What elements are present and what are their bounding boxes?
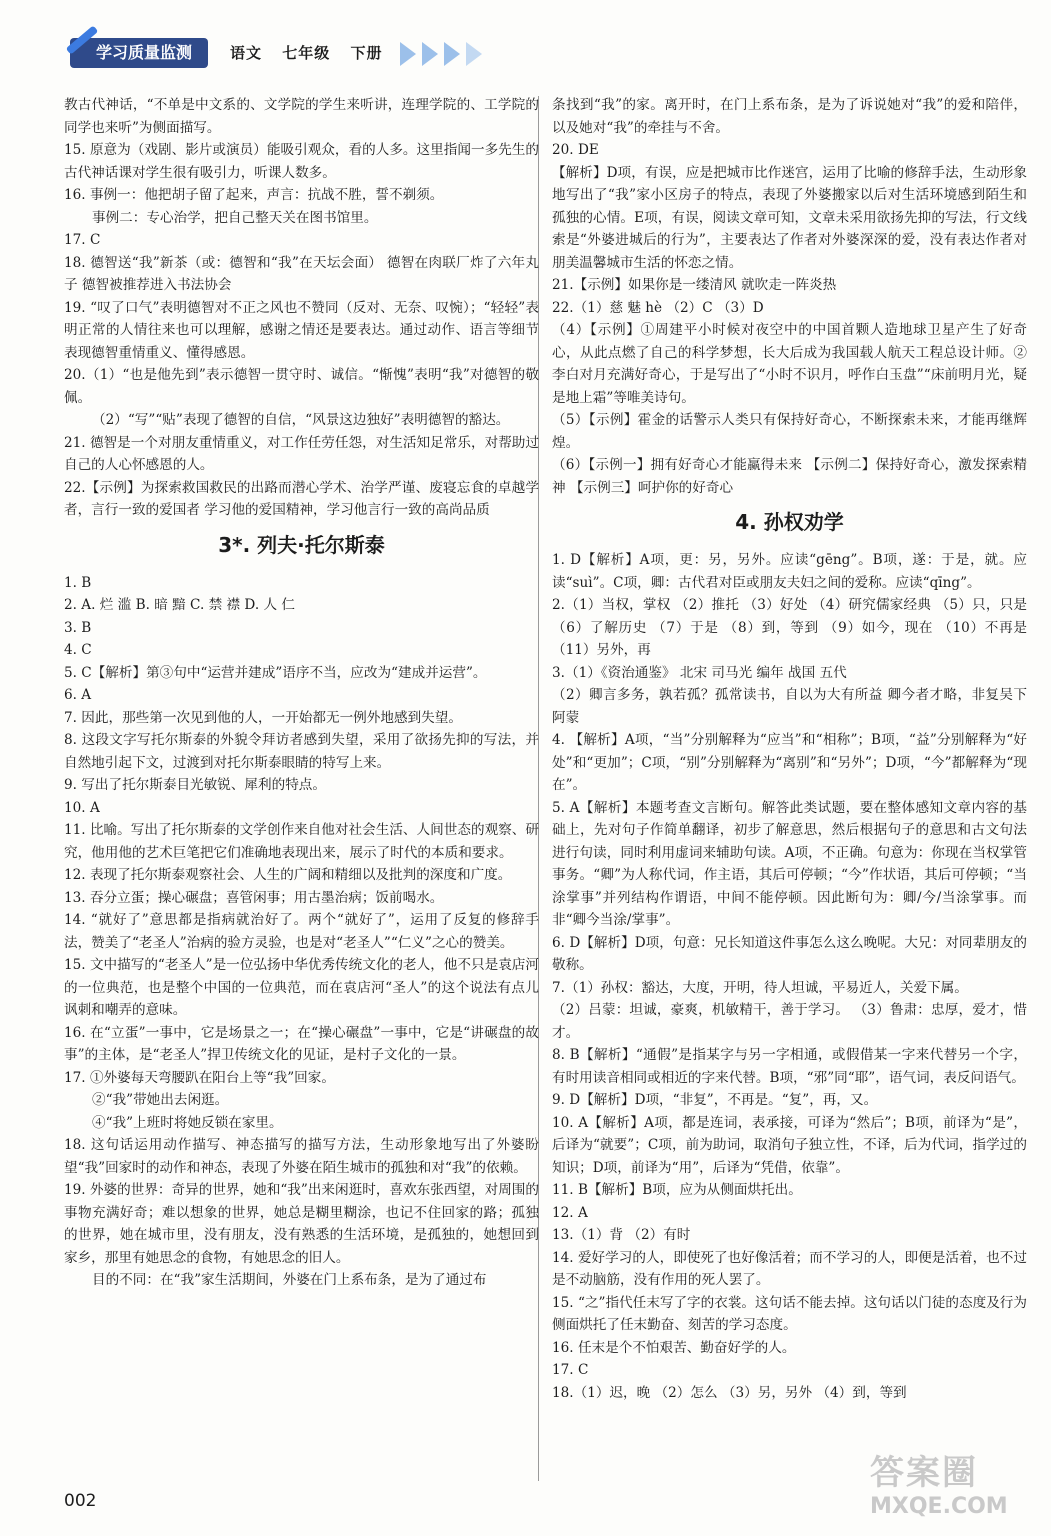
answer-line: 19. 外婆的世界：奇异的世界，她和“我”出来闲逛时，喜欢东张西望，对周围的事物充满好奇；难以想象的世界，她总是糊里糊涂，也记不住回家的路；孤独的世界，她在城市里，没有朋友，没有熟悉的生活环境，是孤独的，她想回到家乡，那里有她思念的食物，有她思念的旧人。 (64, 1182, 539, 1266)
answer-line: 3.（1）《资治通鉴》 北宋 司马光 编年 战国 五代 (552, 664, 847, 681)
answer-line: 12. A (552, 1204, 588, 1221)
answer-line: 16. 在“立蛋”一事中，它是场景之一；在“操心碾盘”一事中，它是“讲碾盘的故事”的主体，是“老圣人”捍卫传统文化的见证，是村子文化的一景。 (64, 1024, 539, 1063)
chevron-arrows-icon (400, 42, 500, 66)
answer-line: 事例二：专心治学，把自己整天关在图书馆里。 (92, 209, 378, 226)
answer-line: 7. 因此，那些第一次见到他的人，一开始都无一例外地感到失望。 (64, 709, 462, 726)
answer-line: 11. 比喻。写出了托尔斯泰的文学创作来自他对社会生活、人间世态的观察、研究，他用他的艺术巨笔把它们准确地表现出来，展示了时代的本质和要求。 (64, 822, 539, 861)
answers-block-2 (64, 94, 539, 522)
watermark-logo (870, 1445, 1030, 1523)
answer-line: 20.（1）“也是他先到”表示德智一贯守时、诚信。“惭愧”表明“我”对德智的敬佩。 (64, 367, 539, 406)
answer-line: 5. A【解析】本题考查文言断句。解答此类试题，要在整体感知文章内容的基础上，先对句子作简单翻译，初步了解意思，然后根据句子的意思和古文句法进行句读，同时利用虚词来辅助句读。A项，不正确。句意为：你现在当权掌管事务。“卿”为人称代词，作主语，其后可停顿；“今”作状语，其后可停顿；“当涂掌事”并列结构作谓语，中间不能停顿。因此断句为：卿/今/当涂掌事。而非“卿今当涂/掌事”。 (552, 799, 1027, 928)
answer-line: ④“我”上班时将她反锁在家里。 (92, 1114, 283, 1131)
answer-line: 15. 原意为（戏剧、影片或演员）能吸引观众，看的人多。这里指闻一多先生的古代神话课对学生很有吸引力，听课人数多。 (64, 142, 539, 181)
page-number: 002 (64, 1491, 97, 1511)
answer-line: 22.（1）慈 魅 hè （2）C （3）D (552, 299, 764, 316)
answer-line: 目的不同：在“我”家生活期间，外婆在门上系布条，是为了通过布 (92, 1272, 487, 1288)
answer-line: 10. A【解析】A项，都是连词，表承接，可译为“然后”；B项，前译为“是”，后译为“就要”；C项，前为助词，取消句子独立性，不译，后为代词，指学过的知识；D项，前译为“用”，后译为“凭借，依靠”。 (552, 1114, 1027, 1176)
answers-block-4 (552, 549, 1027, 1404)
watermark-url: MXQE.COM (870, 1494, 1008, 1519)
answer-line: 9. D【解析】D项，“非复”，不再是。“复”，再，又。 (552, 1092, 878, 1108)
answer-line: （4）【示例】①周建平小时候对夜空中的中国首颗人造地球卫星产生了好奇心，从此点燃了自己的科学梦想，长大后成为我国载人航天工程总设计师。②李白对月充满好奇心，于是写出了“小时不识月，呼作白玉盘”“床前明月光，疑是地上霜”等唯美诗句。 (552, 322, 1027, 406)
answer-line: 18.（1）迟，晚 （2）怎么 （3）另，另外 （4）到，等到 (552, 1384, 907, 1401)
answer-line: 2. A. 烂 滥 B. 暗 黯 C. 禁 襟 D. 人 仁 (64, 597, 295, 613)
watermark-title: 答案圈 (870, 1453, 978, 1493)
answer-line: 13. 吞分立蛋；操心碾盘；喜管闲事；用古墨治病；饭前喝水。 (64, 889, 444, 906)
answer-line: 4. 【解析】A项，“当”分别解释为“应当”和“相称”；B项，“益”分别解释为“好处”和“更加”；C项，“别”分别解释为“离别”和“另外”；D项，“今”都解释为“现在”。 (552, 732, 1027, 793)
answer-line: 13.（1）背 （2）有时 (552, 1227, 691, 1243)
answer-line: 6. D【解析】D项，句意：兄长知道这件事怎么这么晚呢。大兄：对同辈朋友的敬称。 (552, 934, 1027, 973)
answer-line: 17. C (552, 1362, 589, 1378)
answer-line: 16. 事例一：他把胡子留了起来，声言：抗战不胜，誓不剃须。 (64, 187, 444, 203)
answer-line: （5）【示例】霍金的话警示人类只有保持好奇心，不断探索未来，才能再继辉煌。 (552, 412, 1027, 451)
answer-line: 2.（1）当权，掌权 （2）推托 （3）好处 （4）研究儒家经典 （5）只，只是 （6）了解历史 （7）于是 （8）到，等到 （9）如今，现在 （10）不再是 （11）另外，再 (552, 597, 1027, 658)
page-header (70, 30, 490, 72)
left-column (64, 94, 539, 1292)
answers-block-3 (64, 572, 539, 1292)
answer-line: 1. B (64, 574, 92, 591)
answer-line: 16. 任末是个不怕艰苦、勤奋好学的人。 (552, 1339, 796, 1356)
answer-line: 21.【示例】如果你是一缕清风 就吹走一阵炎热 (552, 277, 837, 293)
answer-line: 20. DE (552, 142, 599, 158)
answer-line: 7.（1）孙权：豁达，大度，开明，待人坦诚，平易近人，关爱下属。 (552, 979, 968, 996)
answer-line: 14. “就好了”意思都是指病就治好了。两个“就好了”，运用了反复的修辞手法，赞美了“老圣人”治病的验方灵验，也是对“老圣人”“仁义”之心的赞美。 (64, 912, 539, 951)
answer-line: 12. 表现了托尔斯泰观察社会、人生的广阔和精细以及批判的深度和广度。 (64, 867, 512, 883)
answer-line: 6. A (64, 687, 92, 703)
answer-line: 19. “叹了口气”表明德智对不正之风也不赞同（反对、无奈、叹惋）；“轻轻”表明正常的人情往来也可以理解，感谢之情还是要表达。通过动作、语言等细节表现德智重情重义、懂得感恩。 (64, 299, 539, 361)
subject-info (230, 38, 397, 68)
answer-line: 8. B【解析】“通假”是指某字与另一字相通，或假借某一字来代替另一个字，有时用读音相同或相近的字来代替。B项，“邪”同“耶”，语气词，表反问语气。 (552, 1047, 1027, 1086)
answer-line: 14. 爱好学习的人，即使死了也好像活着；而不学习的人，即便是活着，也不过是不动脑筋，没有作用的死人罢了。 (552, 1249, 1027, 1288)
answer-line: 17. ①外婆每天弯腰趴在阳台上等“我”回家。 (64, 1069, 335, 1086)
answer-line: （2）卿言多务，孰若孤？孤常读书，自以为大有所益 卿今者才略，非复吴下阿蒙 (552, 687, 1027, 726)
answer-line: 1. D【解析】A项，更：另，另外。应读“gēng”。B项，遂：于是，就。应读“suì”。C项，卿：古代君对臣或朋友夫妇之间的爱称。应读“qīng”。 (552, 552, 1027, 591)
answer-line: 教古代神话，“不单是中文系的、文学院的学生来听讲，连理学院的、工学院的同学也来听”为侧面描写。 (64, 97, 539, 136)
pen-icon (66, 25, 99, 54)
answer-line: 17. C (64, 232, 101, 248)
answer-line: 条找到“我”的家。离开时，在门上系布条，是为了诉说她对“我”的爱和陪伴，以及她对“我”的牵挂与不舍。 (552, 97, 1027, 136)
answer-line: 9. 写出了托尔斯泰目光敏锐、犀利的特点。 (64, 777, 326, 793)
answer-line: 21. 德智是一个对朋友重情重义，对工作任劳任怨，对生活知足常乐，对帮助过自己的人心怀感恩的人。 (64, 434, 539, 473)
answer-line: （2）“写”“贴”表现了德智的自信，“风景这边独好”表明德智的豁达。 (92, 412, 510, 428)
answer-line: 18. 这句话运用动作描写、神态描写的描写方法，生动形象地写出了外婆盼望“我”回家时的动作和神态，表现了外婆在陌生城市的孤独和对“我”的依赖。 (64, 1137, 539, 1176)
answer-line: 3. B (64, 619, 92, 636)
answer-line: 15. “之”指代任末写了字的衣裳。这句话不能去掉。这句话以门徒的态度及行为侧面烘托了任末勤奋、刻苦的学习态度。 (552, 1294, 1027, 1333)
series-badge: 学习质量监测 (70, 38, 208, 68)
answer-line: 22.【示例】为探索救国救民的出路而潜心学术、治学严谨、废寝忘食的卓越学者，言行一致的爱国者 学习他的爱国精神，学习他言行一致的高尚品质 (64, 479, 539, 518)
answer-line: 5. C【解析】第③句中“运营并建成”语序不当，应改为“建成并运营”。 (64, 664, 487, 681)
answer-line: 8. 这段文字写托尔斯泰的外貌令拜访者感到失望，采用了欲扬先抑的写法，并自然地引起下文，过渡到对托尔斯泰眼睛的特写上来。 (64, 732, 539, 771)
answer-line: 18. 德智送“我”新茶（或：德智和“我”在天坛会面） 德智在肉联厂炸了六年丸子 德智被推荐进入书法协会 (64, 254, 539, 293)
volume-label: 下册 (350, 44, 383, 62)
answer-line: （6）【示例一】拥有好奇心才能赢得未来 【示例二】保持好奇心，激发探索精神 【示例三】呵护你的好奇心 (552, 457, 1027, 496)
section-title-3: 3*. 列夫·托尔斯泰 (218, 532, 385, 557)
grade-label: 七年级 (282, 44, 331, 62)
answer-line: 4. C (64, 642, 92, 658)
answer-line: 【解析】D项，有误，应是把城市比作迷宫，运用了比喻的修辞手法，生动形象地写出了“我”家小区房子的特点，表现了外婆搬家以后对生活环境感到陌生和孤独的心情。E项，有误，阅读文章可知，文章未采用欲扬先抑的写法，行文线索是“外婆进城后的行为”，主要表达了作者对外婆深深的爱，没有表达作者对朋美温馨城市生活的怀恋之情。 (552, 164, 1027, 271)
answer-line: ②“我”带她出去闲逛。 (92, 1092, 229, 1108)
answer-line: 11. B【解析】B项，应为从侧面烘托出。 (552, 1182, 802, 1198)
answer-line: 10. A (64, 799, 100, 816)
answers-block-3-cont (552, 94, 1027, 499)
answer-line: （2）吕蒙：坦诚，豪爽，机敏精干，善于学习。 （3）鲁肃：忠厚，爱才，惜才。 (552, 1002, 1027, 1041)
subject-label: 语文 (230, 44, 263, 62)
section-title-4: 4. 孙权劝学 (735, 510, 844, 534)
answer-line: 15. 文中描写的“老圣人”是一位弘扬中华优秀传统文化的老人，他不只是袁店河的一位典范，也是整个中国的一位典范，而在袁店河“圣人”的这个说法有点儿讽刺和嘲弄的意味。 (64, 957, 539, 1018)
right-column (552, 94, 1027, 1404)
